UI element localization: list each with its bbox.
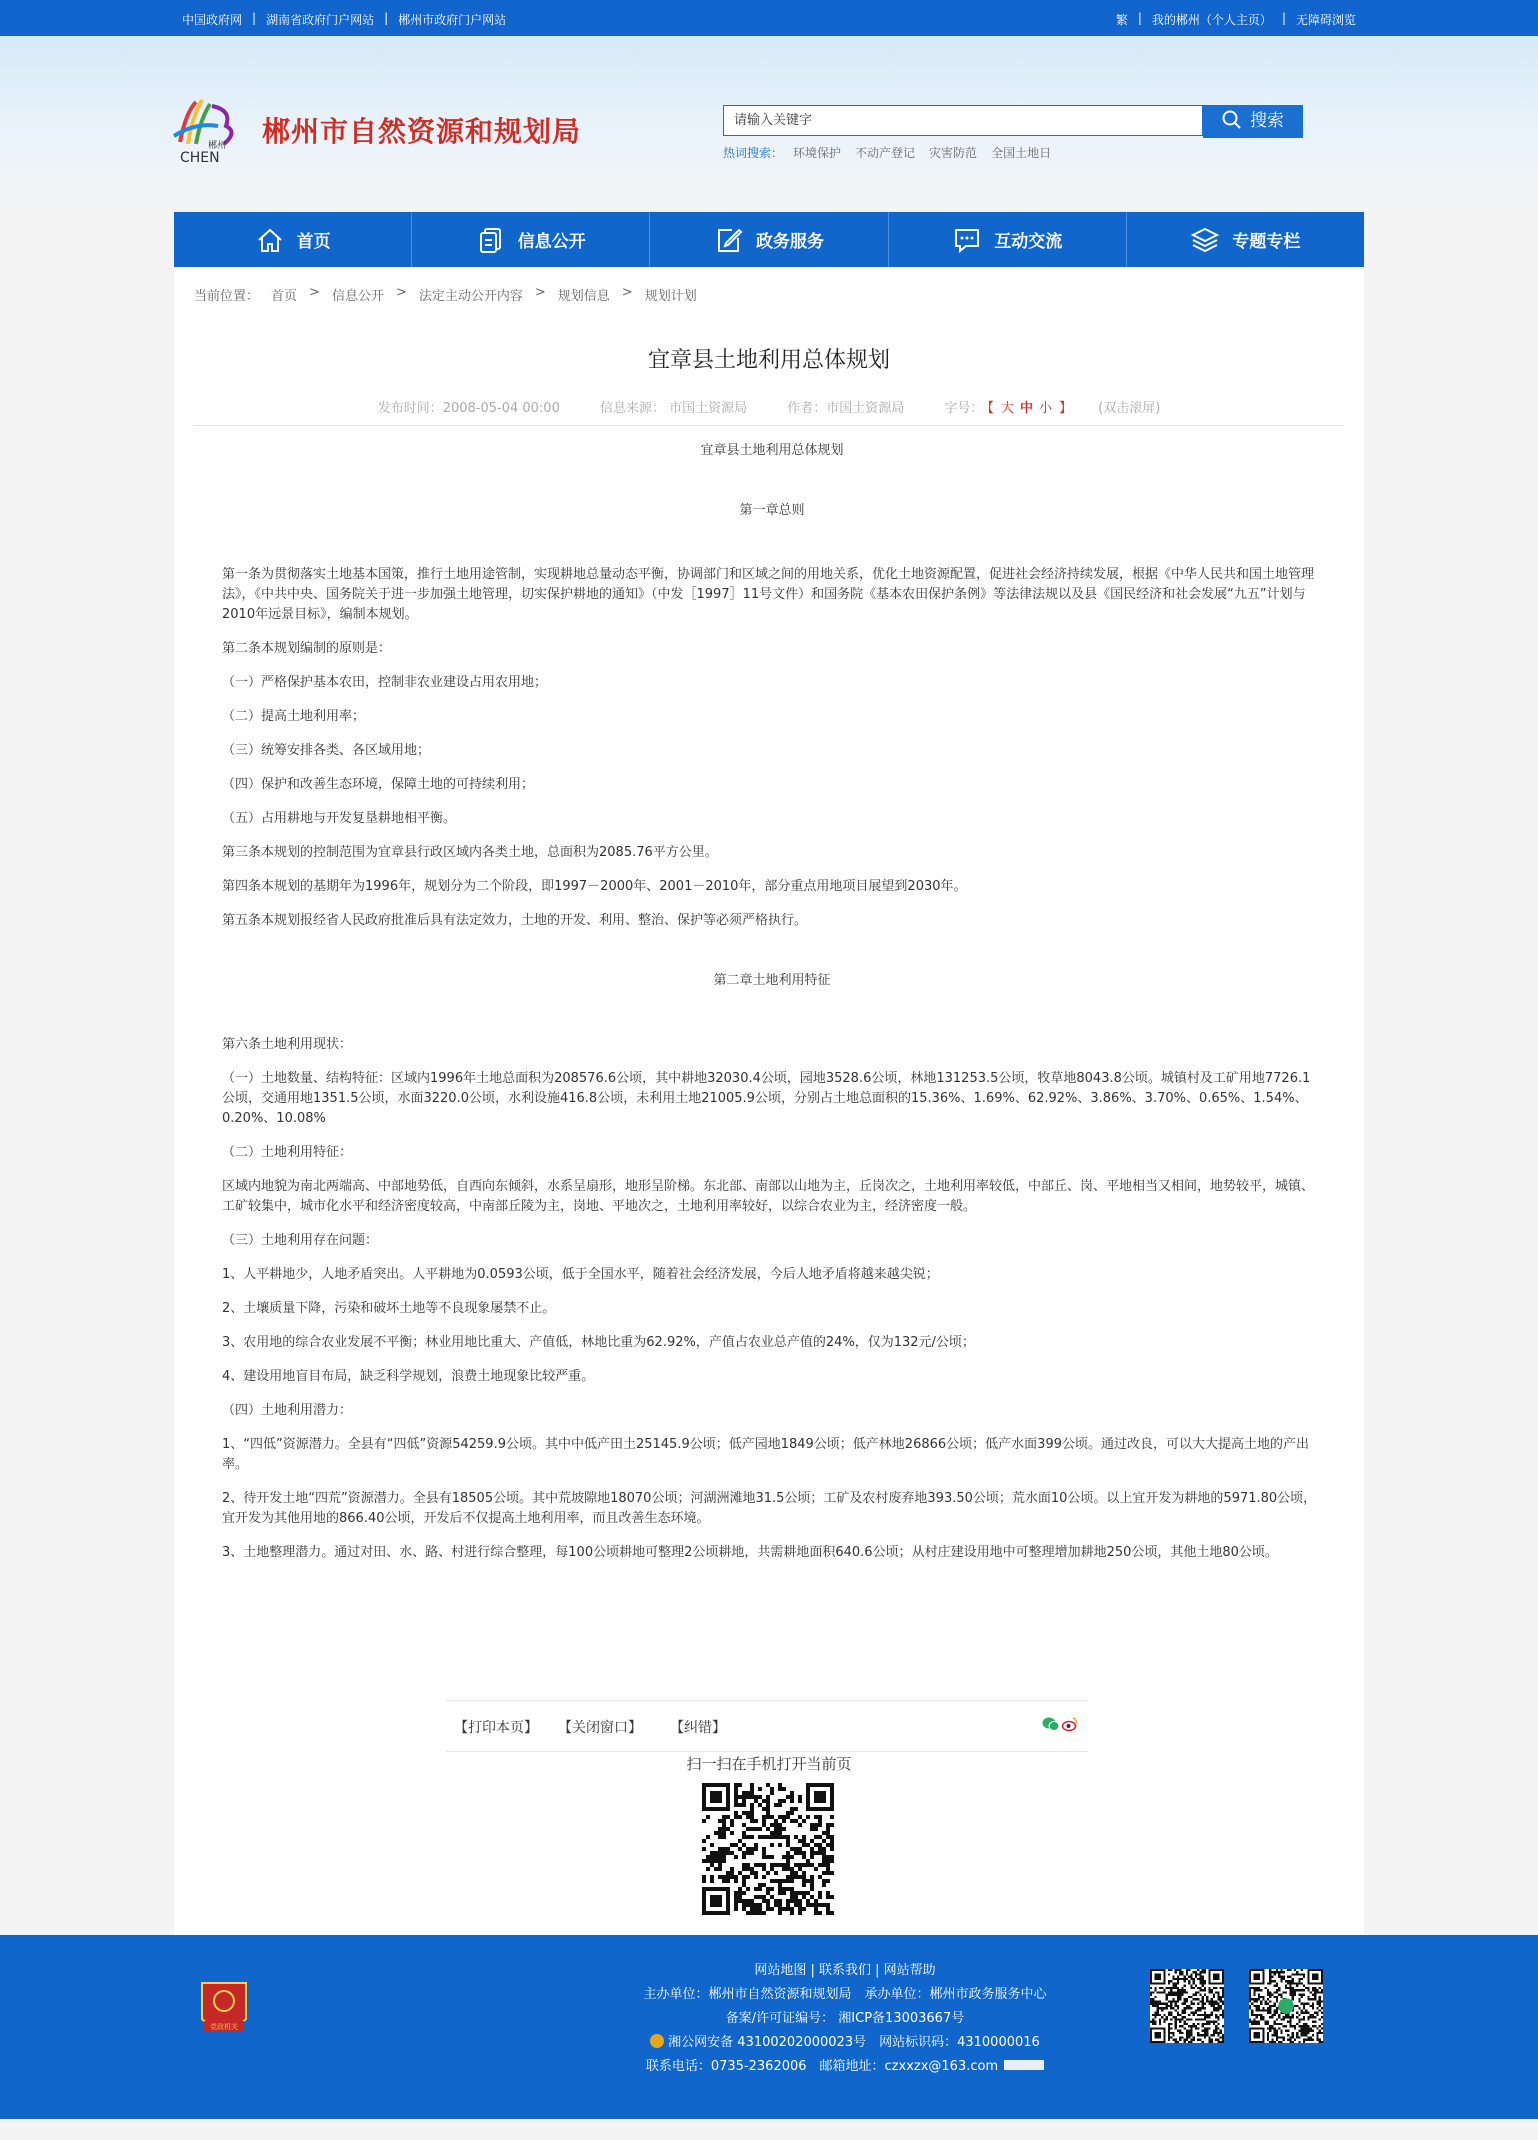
- search-button[interactable]: [1203, 105, 1303, 138]
- error-report-button[interactable]: 【纠错】: [670, 1720, 726, 1736]
- search-input[interactable]: 请输入关键字: [723, 105, 1203, 136]
- hot-word[interactable]: 不动产登记: [855, 146, 916, 160]
- info-source: 信息来源： 市国土资源局: [599, 401, 748, 416]
- chapter-heading: 第一章总则: [739, 503, 805, 518]
- link-hunan-gov[interactable]: 湖南省政府门户网站: [266, 13, 375, 27]
- nav-item-home[interactable]: [174, 212, 412, 267]
- breadcrumb-item[interactable]: 信息公开: [331, 289, 384, 304]
- close-window-button[interactable]: 【关闭窗口】: [558, 1720, 642, 1736]
- breadcrumb-item[interactable]: 法定主动公开内容: [418, 289, 523, 304]
- hot-word[interactable]: 环境保护: [793, 146, 842, 160]
- article-meta: [174, 397, 1364, 416]
- main-nav: [174, 212, 1364, 267]
- paragraph: （三）土地利用存在问题：: [222, 1233, 379, 1248]
- wechat-icon[interactable]: [1042, 1716, 1060, 1732]
- weibo-icon[interactable]: [1062, 1716, 1078, 1732]
- publish-time: 发布时间：2008-05-04 00:00: [377, 401, 560, 416]
- paragraph: 1、人平耕地少，人地矛盾突出。人平耕地为0.0593公顷，低于全国水平，随着社会经济发展，今后人地矛盾将越来越尖锐；: [222, 1267, 939, 1282]
- paragraph: 2、土壤质量下降，污染和破坏土地等不良现象屡禁不止。: [222, 1301, 556, 1316]
- nav-item-label: 政务服务: [756, 232, 824, 252]
- party-gov-badge-icon[interactable]: [198, 1979, 250, 2039]
- paragraph: 第六条土地利用现状：: [222, 1037, 353, 1052]
- paragraph: （二）提高土地利用率；: [222, 709, 366, 724]
- footer-sponsor: 主办单位：郴州市自然资源和规划局 承办单位：郴州市政务服务中心: [643, 1987, 1047, 2002]
- spacer: [222, 945, 1322, 971]
- paragraph: （二）土地利用特征：: [222, 1145, 353, 1160]
- breadcrumb-sep: >: [534, 285, 546, 300]
- paragraph: 区域内地貌为南北两端高、中部地势低，自西向东倾斜，水系呈扇形，地形呈阶梯。东北部、南部以山地为主，丘岗次之，土地利用率较低，中部丘、岗、平地相当又相间，地势较平，城镇、工矿较集中，城市化水平和经济密度较高，中南部丘陵为主，岗地、平地次之，土地利用率较好，以综合农业为主，经济密度一般。: [222, 1179, 1315, 1214]
- nav-item-topics[interactable]: [1127, 212, 1364, 267]
- font-size-label: 字号：: [944, 401, 984, 416]
- breadcrumb-item[interactable]: 规划信息: [557, 289, 610, 304]
- footer-info: [630, 1959, 1060, 2079]
- page-qr-code-icon: [702, 1783, 834, 1915]
- paragraph: （四）土地利用潜力：: [222, 1403, 353, 1418]
- footer-wechat-qr-code-icon: [1249, 1969, 1323, 2043]
- paragraph: 2、待开发土地“四荒”资源潜力。全县有18505公顷。其中荒坡隙地18070公顷；河湖洲滩地31.5公顷；工矿及农村废弃地393.50公顷；荒水面10公顷。以上宜开发为耕地的5971.80公顷，宜开发为其他用地的866.40公顷，开发后不仅提高土地利用率，而且改善生态环境。: [222, 1491, 1317, 1526]
- nav-item-label: 信息公开: [517, 232, 586, 252]
- link-china-gov[interactable]: 中国政府网: [182, 13, 243, 27]
- paragraph: 第五条本规划报经省人民政府批准后具有法定效力，土地的开发、利用、整治、保护等必须严格执行。: [222, 913, 808, 928]
- paragraph: （四）保护和改善生态环境，保障土地的可持续利用；: [222, 777, 535, 792]
- font-small-button[interactable]: 小: [1038, 401, 1052, 416]
- top-links: [182, 11, 506, 28]
- footer-police-text: 湘公网安备 43100202000023号 网站标识码：4310000016: [668, 2035, 1040, 2050]
- cnzz-icon[interactable]: [1004, 2060, 1044, 2070]
- content-panel: [174, 267, 1364, 1935]
- chenzhou-logo-icon[interactable]: [166, 92, 250, 164]
- nav-item-service[interactable]: [650, 212, 888, 267]
- paragraph: （一）土地数量、结构特征：区域内1996年土地总面积为208576.6公顷，其中耕地32030.4公顷，园地3528.6公顷，林地131253.5公顷，牧草地8043.8公顷。城镇村及工矿用地7726.1公顷，交通用地1351.5公顷，水面3220.0公顷，水利设施416.8公顷，未利用土地21005.9公顷，分别占土地总面积的15.36%、1.69%、62.92%、3.86%、3.70%、0.65%、1.54%、0.20%、10.08%: [222, 1071, 1311, 1126]
- separator: |: [384, 11, 389, 25]
- article-title: 宜章县土地利用总体规划: [647, 348, 890, 373]
- hot-words-label: 热词搜索：: [723, 146, 784, 160]
- site-title: 郴州市自然资源和规划局: [262, 115, 582, 148]
- separator: |: [252, 11, 257, 25]
- chat-icon: [952, 225, 982, 255]
- paragraph: 1、“四低”资源潜力。全县有“四低”资源54259.9公顷。其中中低产田土25145.9公顷；低产园地1849公顷；低产林地26866公顷；低产水面399公顷。通过改良，可以大大提高土地的产出率。: [222, 1437, 1309, 1472]
- separator: |: [1281, 11, 1286, 25]
- site-header: [0, 36, 1538, 212]
- paragraph: 3、农用地的综合农业发展不平衡；林业用地比重大、产值低，林地比重为62.92%，产值占农业总产值的24%，仅为132元/公顷；: [222, 1335, 975, 1350]
- font-large-button[interactable]: 大: [1000, 401, 1014, 416]
- breadcrumb-item[interactable]: 首页: [271, 289, 298, 304]
- police-icon: [650, 2034, 664, 2048]
- search-icon: [1222, 110, 1242, 130]
- paragraph: 第三条本规划的控制范围为宜章县行政区域内各类土地，总面积为2085.76平方公里。: [222, 845, 718, 860]
- footer-contact: [630, 2055, 1060, 2079]
- font-size-control: [944, 401, 1076, 416]
- nav-item-info[interactable]: [412, 212, 650, 267]
- footer-qr-code-icon: [1150, 1969, 1224, 2043]
- spacer: [222, 535, 1322, 565]
- document-icon: [476, 225, 506, 255]
- breadcrumb-item[interactable]: 规划计划: [644, 289, 697, 304]
- paragraph: （五）占用耕地与开发复垦耕地相平衡。: [222, 811, 457, 826]
- badge-text: 党政机关: [210, 2023, 238, 2031]
- top-right-links: [1116, 11, 1356, 28]
- edit-icon: [714, 225, 744, 255]
- home-icon: [255, 225, 285, 255]
- breadcrumb-label: 当前位置：: [194, 289, 260, 304]
- footer-police: [630, 2031, 1060, 2055]
- paragraph: （一）严格保护基本农田，控制非农业建设占用农用地；: [222, 675, 548, 690]
- nav-item-label: 互动交流: [994, 232, 1063, 252]
- paragraph: 第四条本规划的基期年为1996年，规划分为二个阶段，即1997－2000年、2001－2010年，部分重点用地项目展望到2030年。: [222, 879, 967, 894]
- breadcrumb-sep: >: [621, 285, 633, 300]
- separator: |: [1137, 11, 1142, 25]
- divider: [194, 425, 1344, 426]
- print-button[interactable]: 【打印本页】: [454, 1720, 538, 1736]
- breadcrumb-sep: >: [309, 285, 320, 300]
- article-body: [222, 441, 1322, 1577]
- hot-word[interactable]: 全国土地日: [991, 146, 1052, 160]
- paragraph: 第一条为贯彻落实土地基本国策，推行土地用途管制，实现耕地总量动态平衡，协调部门和区域之间的用地关系，优化土地资源配置，促进社会经济持续发展，根据《中华人民共和国土地管理法》，《中共中央、国务院关于进一步加强土地管理，切实保护耕地的通知》（中发［1997］11号文件）和国务院《基本农田保护条例》等法律法规以及县《国民经济和社会发展“九五”计划与2010年远景目标》，编制本规划。: [222, 567, 1315, 622]
- paragraph: 4、建设用地盲目布局，缺乏科学规划，浪费土地现象比较严重。: [222, 1369, 595, 1384]
- dblclick-scroll: (双击滚屏): [1098, 401, 1161, 416]
- spacer: [222, 1005, 1322, 1035]
- link-my-chenzhou[interactable]: 我的郴州（个人主页）: [1151, 13, 1272, 27]
- top-bar: [0, 0, 1538, 36]
- font-bracket-open: 【: [987, 401, 994, 416]
- article-heading: 宜章县土地利用总体规划: [700, 443, 844, 458]
- spacer: [222, 475, 1322, 501]
- font-bracket-close: 】: [1059, 401, 1073, 416]
- breadcrumb: [194, 285, 709, 304]
- qr-caption: 扫一扫在手机打开当前页: [686, 1755, 852, 1773]
- breadcrumb-sep: >: [395, 285, 407, 300]
- footer-contact-text: 联系电话：0735-2362006 邮箱地址：czxxzx@163.com: [645, 2059, 999, 2074]
- hot-word[interactable]: 灾害防范: [929, 146, 978, 160]
- footer-icp[interactable]: 备案/许可证编号： 湘ICP备13003667号: [725, 2011, 965, 2026]
- chapter-heading: 第二章土地利用特征: [713, 973, 831, 988]
- paragraph: 3、土地整理潜力。通过对田、水、路、村进行综合整理，每100公顷耕地可整理2公顷耕地，共需耕地面积640.6公顷；从村庄建设用地中可整理增加耕地250公顷，其他土地80公顷。: [222, 1545, 1278, 1560]
- logo-sub-en: CHEN: [180, 150, 220, 164]
- logo-sub-cn: 郴州: [208, 141, 227, 151]
- nav-item-label: 专题专栏: [1232, 232, 1301, 252]
- paragraph: （三）统筹安排各类、各区域用地；: [222, 743, 431, 758]
- link-accessibility[interactable]: 无障碍浏览: [1295, 13, 1356, 27]
- bottom-strip: [0, 2119, 1538, 2140]
- link-chenzhou-gov[interactable]: 郴州市政府门户网站: [398, 13, 507, 27]
- nav-item-label: 首页: [296, 232, 331, 252]
- footer-links[interactable]: 网站地图 | 联系我们 | 网站帮助: [754, 1963, 936, 1978]
- nav-item-interaction[interactable]: [889, 212, 1127, 267]
- hot-words: [723, 144, 1051, 161]
- layers-icon: [1190, 225, 1220, 255]
- search-button-label: 搜索: [1250, 111, 1284, 131]
- link-traditional[interactable]: 繁: [1115, 13, 1128, 27]
- article-tools: [446, 1700, 1088, 1752]
- font-mid-button[interactable]: 中: [1019, 401, 1033, 416]
- author: 作者：市国土资源局: [787, 401, 905, 416]
- site-footer: [0, 1935, 1538, 2119]
- paragraph: 第二条本规划编制的原则是：: [222, 641, 392, 656]
